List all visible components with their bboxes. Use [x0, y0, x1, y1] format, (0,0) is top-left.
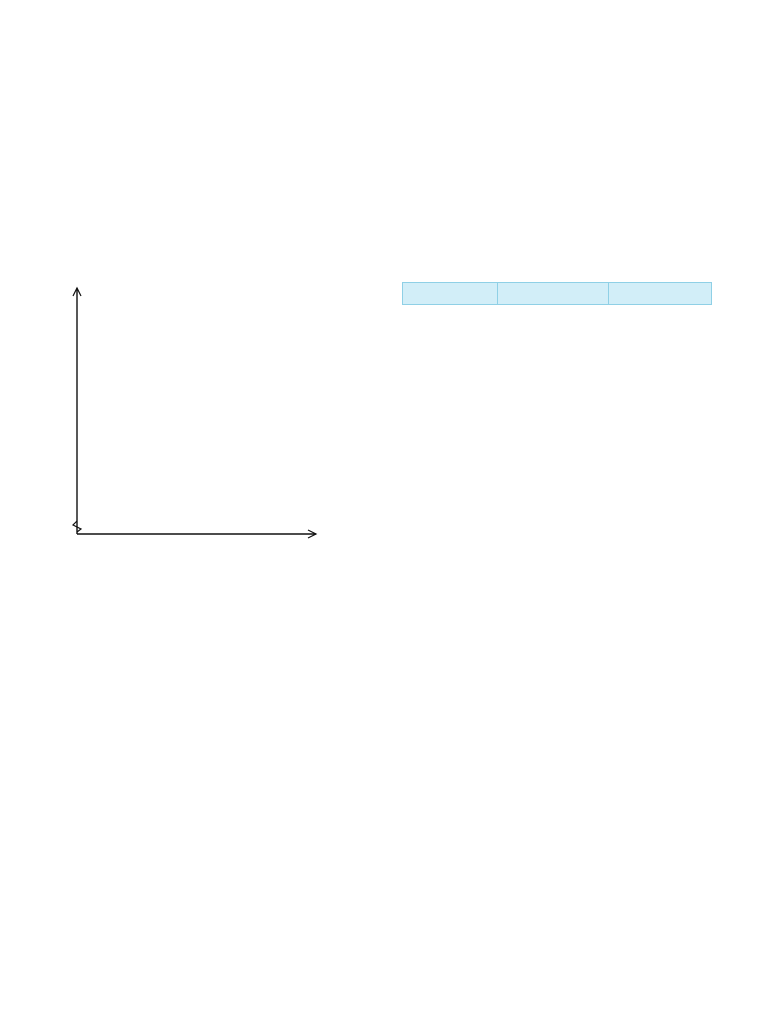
absence-grade-table: [402, 282, 712, 305]
header-student: [403, 283, 498, 305]
step-1-line: [45, 764, 51, 779]
table-header-row: [403, 283, 712, 305]
header-absences: [498, 283, 609, 305]
blank-coordinate-grid[interactable]: [46, 272, 346, 562]
header-grade: [609, 283, 712, 305]
